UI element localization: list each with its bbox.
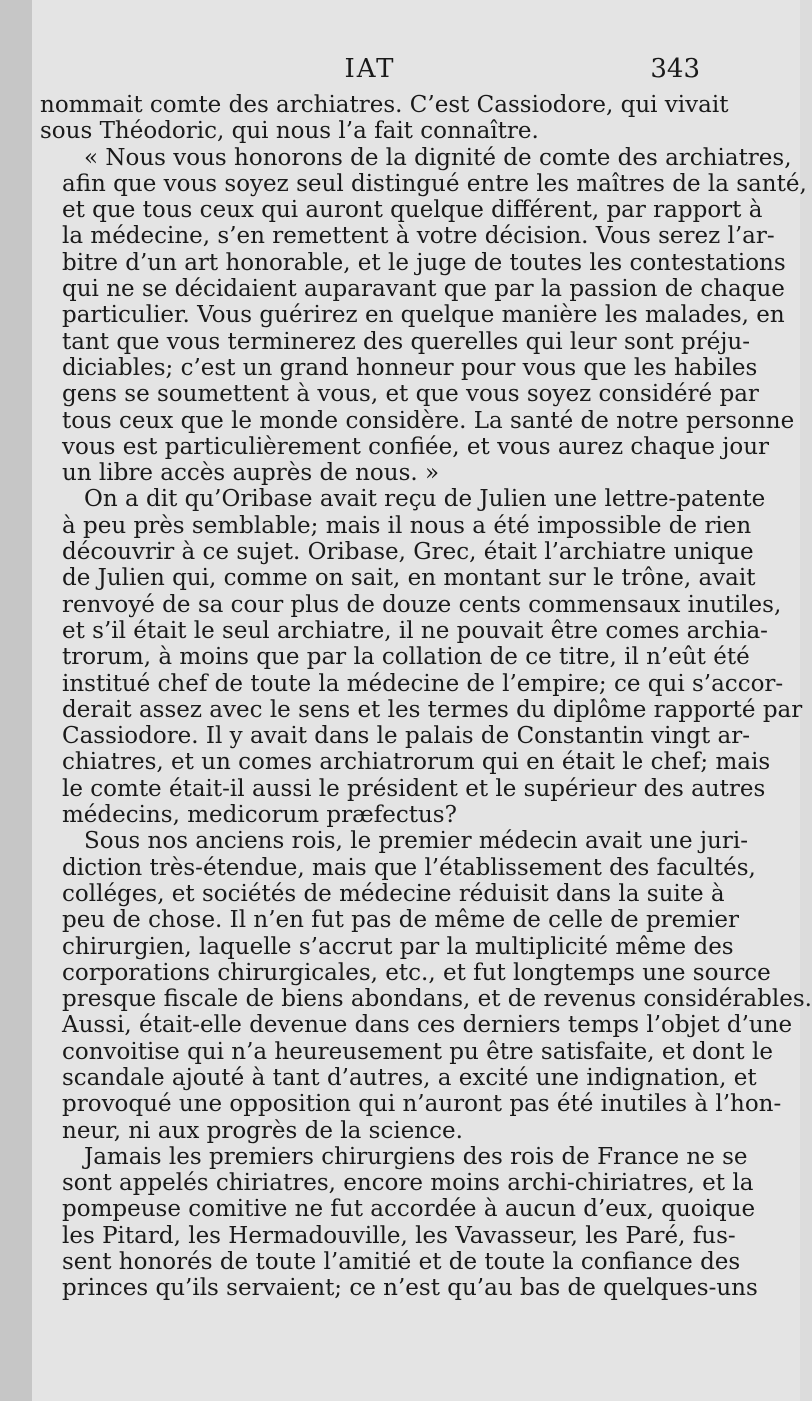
text-line: afin que vous soyez seul distingué entre les maîtres de la santé,	[62, 170, 807, 197]
text-line: chiatres, et un comes archiatrorum qui en était le chef; mais	[62, 749, 771, 776]
paragraph	[40, 486, 803, 829]
text-line: neur, ni aux progrès de la science.	[62, 1117, 463, 1144]
text-line: derait assez avec le sens et les termes du diplôme rapporté par	[62, 696, 803, 723]
paragraph	[40, 92, 729, 145]
text-line: corporations chirurgicales, etc., et fut longtemps une source	[62, 959, 771, 986]
text-line: peu de chose. Il n’en fut pas de même de celle de premier	[62, 907, 740, 934]
text-line: diciables; c’est un grand honneur pour vous que les habiles	[62, 354, 758, 381]
text-line: vous est particulièrement confiée, et vous aurez chaque jour	[62, 433, 770, 460]
text-line: On a dit qu’Oribase avait reçu de Julien une lettre-patente	[84, 486, 766, 513]
text-line: un libre accès auprès de nous. »	[62, 460, 440, 487]
text-line: pompeuse comitive ne fut accordée à aucun d’eux, quoique	[62, 1196, 756, 1223]
text-line: le comte était-il aussi le président et le supérieur des autres	[62, 775, 766, 802]
text-line: les Pitard, les Hermadouville, les Vavasseur, les Paré, fus-	[62, 1222, 736, 1249]
text-line: renvoyé de sa cour plus de douze cents commensaux inutiles,	[62, 591, 782, 618]
text-line: et que tous ceux qui auront quelque différent, par rapport à	[62, 197, 763, 224]
text-line: bitre d’un art honorable, et le juge de toutes les contestations	[62, 249, 786, 276]
text-line: Jamais les premiers chirurgiens des rois de France ne se	[84, 1143, 748, 1170]
text-line: trorum, à moins que par la collation de ce titre, il n’eût été	[62, 644, 750, 671]
text-line: et s’il était le seul archiatre, il ne pouvait être comes archia-	[62, 617, 768, 644]
text-line: sent honorés de toute l’amitié et de toute la confiance des	[62, 1249, 741, 1276]
page-number: 343	[650, 54, 700, 84]
text-line: la médecine, s’en remettent à votre décision. Vous serez l’ar-	[62, 223, 775, 250]
text-line: qui ne se décidaient auparavant que par la passion de chaque	[62, 276, 785, 303]
text-line: « Nous vous honorons de la dignité de comte des archiatres,	[84, 144, 792, 171]
paragraph	[40, 1143, 758, 1302]
text-line: chirurgien, laquelle s’accrut par la multiplicité même des	[62, 933, 734, 960]
text-line: médecins, medicorum præfectus?	[62, 802, 457, 829]
text-line: Aussi, était-elle devenue dans ces derniers temps l’objet d’une	[62, 1012, 793, 1039]
text-line: princes qu’ils servaient; ce n’est qu’au bas de quelques-uns	[62, 1275, 758, 1302]
text-line: sous Théodoric, qui nous l’a fait connaître.	[40, 118, 539, 145]
text-line: à peu près semblable; mais il nous a été impossible de rien	[62, 512, 752, 539]
text-line: colléges, et sociétés de médecine réduisit dans la suite à	[62, 880, 725, 907]
running-head: IAT	[344, 54, 396, 84]
text-line: institué chef de toute la médecine de l’empire; ce qui s’accor-	[62, 670, 784, 697]
page-header	[40, 54, 700, 90]
text-line: diction très-étendue, mais que l’établissement des facultés,	[62, 854, 756, 881]
text-line: scandale ajouté à tant d’autres, a excité une indignation, et	[62, 1064, 757, 1091]
paragraph	[40, 828, 812, 1144]
text-line: Cassiodore. Il y avait dans le palais de Constantin vingt ar-	[62, 723, 751, 750]
text-line: Sous nos anciens rois, le premier médecin avait une juri-	[84, 828, 748, 855]
text-line: gens se soumettent à vous, et que vous soyez considéré par	[62, 381, 759, 408]
body-text	[40, 92, 812, 1302]
text-line: particulier. Vous guérirez en quelque manière les malades, en	[62, 302, 785, 329]
text-line: sont appelés chiriatres, encore moins archi-chiriatres, et la	[62, 1170, 754, 1197]
text-line: tant que vous terminerez des querelles qui leur sont préju-	[62, 328, 751, 355]
text-line: de Julien qui, comme on sait, en montant sur le trône, avait	[62, 565, 756, 592]
text-line: presque fiscale de biens abondans, et de revenus considérables.	[62, 986, 812, 1013]
text-line: convoitise qui n’a heureusement pu être satisfaite, et dont le	[62, 1038, 773, 1065]
text-line: découvrir à ce sujet. Oribase, Grec, était l’archiatre unique	[62, 539, 754, 566]
text-line: nommait comte des archiatres. C’est Cassiodore, qui vivait	[40, 92, 729, 118]
text-line: tous ceux que le monde considère. La santé de notre personne	[62, 407, 795, 434]
paragraph	[40, 144, 807, 487]
text-line: provoqué une opposition qui n’auront pas été inutiles à l’hon-	[62, 1091, 782, 1118]
page-gutter	[0, 0, 32, 1401]
